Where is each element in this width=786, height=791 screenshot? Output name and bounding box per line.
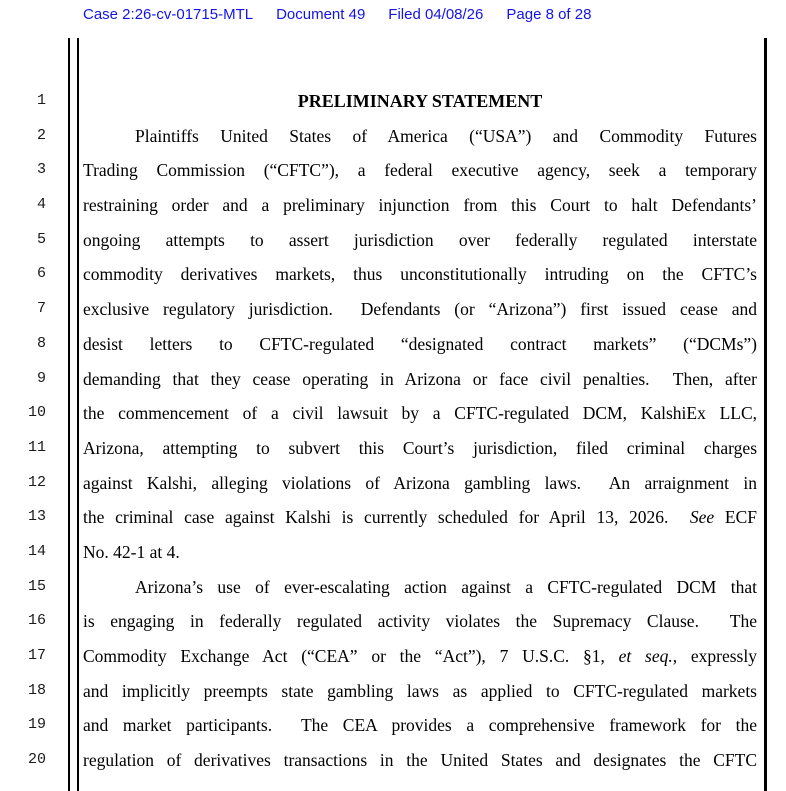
document-line [83, 153, 757, 188]
document-line [83, 431, 757, 466]
filed-date: Filed 04/08/26 [388, 6, 484, 23]
line-number: 12 [27, 473, 46, 491]
document-line [83, 327, 757, 362]
text-segment: exclusive regulatory jurisdiction. Defendants (or “Arizona”) first issued cease and [83, 299, 757, 320]
line-number: 3 [36, 161, 46, 179]
pleading-rule-right [764, 38, 767, 791]
document-line [83, 292, 757, 327]
text-segment: desist letters to CFTC-regulated “designated contract markets” (“DCMs”) [83, 333, 757, 354]
text-segment: Arizona, attempting to subvert this Court’s jurisdiction, filed criminal charges [83, 437, 757, 458]
line-number: 8 [36, 334, 46, 352]
document-line [83, 223, 757, 258]
page-info: Page 8 of 28 [506, 6, 592, 23]
line-number: 4 [36, 196, 46, 214]
line-number: 14 [27, 542, 46, 560]
document-line [83, 466, 757, 501]
document-line [83, 500, 757, 535]
section-title [83, 84, 757, 119]
text-segment: Arizona’s use of ever-escalating action against a CFTC-regulated DCM that [135, 576, 757, 597]
text-segment: demanding that they cease operating in Arizona or face civil penalties. Then, after [83, 368, 757, 389]
line-number: 9 [36, 369, 46, 387]
document-line [83, 535, 757, 570]
text-segment: ECF [714, 507, 757, 528]
text-segment: See [689, 507, 715, 528]
line-number: 2 [36, 126, 46, 144]
line-number: 5 [36, 230, 46, 248]
text-segment: , expressly [672, 646, 757, 666]
text-segment: and implicitly preempts state gambling laws as applied to CFTC-regulated markets [83, 680, 757, 701]
line-number: 1 [36, 92, 46, 109]
document-line [83, 674, 757, 709]
document-line [83, 604, 757, 639]
line-number: 18 [27, 681, 46, 699]
text-segment: PRELIMINARY STATEMENT [297, 91, 543, 111]
text-segment: restraining order and a preliminary injunction from this Court to halt Defendants’ [83, 195, 757, 216]
text-segment: No. 42-1 at 4. [83, 541, 180, 562]
document-line [83, 396, 757, 431]
text-segment: commodity derivatives markets, thus unconstitutionally intruding on the CFTC’s [83, 264, 757, 285]
line-number: 20 [27, 751, 46, 769]
text-segment: and market participants. The CEA provides a comprehensive framework for the [83, 715, 757, 736]
text-segment: regulation of derivatives transactions in the United States and designates the CFTC [83, 750, 757, 771]
document-line [83, 743, 757, 778]
text-segment: Commodity Exchange Act (“CEA” or the “Act”), 7 U.S.C. §1, [83, 646, 619, 666]
document-line [83, 708, 757, 743]
text-segment: against Kalshi, alleging violations of Arizona gambling laws. An arraignment in [83, 472, 757, 493]
document-line [83, 119, 757, 154]
pleading-rule-left-outer [68, 38, 70, 791]
document-line [83, 639, 757, 674]
document-line [83, 188, 757, 223]
document-line [83, 257, 757, 292]
document-line [83, 570, 757, 605]
case-number: Case 2:26-cv-01715-MTL [83, 6, 254, 23]
line-number: 6 [36, 265, 46, 283]
line-number: 17 [27, 647, 46, 664]
document-number: Document 49 [276, 6, 366, 23]
line-number: 11 [27, 438, 46, 456]
line-number: 15 [27, 577, 46, 595]
document-line [83, 362, 757, 397]
line-number: 10 [27, 404, 46, 422]
ecf-stamp-header [83, 5, 591, 25]
text-segment: Trading Commission (“CFTC”), a federal executive agency, seek a temporary [83, 160, 757, 181]
document-body [83, 84, 757, 778]
text-segment: is engaging in federally regulated activity violates the Supremacy Clause. The [83, 611, 757, 632]
text-segment: ongoing attempts to assert jurisdiction over federally regulated interstate [83, 229, 757, 250]
text-segment: et seq. [618, 646, 673, 666]
line-number: 19 [27, 716, 46, 734]
text-segment: the criminal case against Kalshi is currently scheduled for April 13, 2026. [83, 507, 690, 528]
line-number: 16 [27, 612, 46, 630]
line-number: 13 [27, 508, 46, 526]
text-segment: the commencement of a civil lawsuit by a CFTC-regulated DCM, KalshiEx LLC, [83, 403, 757, 424]
line-number: 7 [36, 300, 46, 318]
text-segment: Plaintiffs United States of America (“USA”) and Commodity Futures [135, 125, 757, 146]
line-number-column [0, 84, 46, 778]
pleading-rule-left-inner [77, 38, 80, 791]
